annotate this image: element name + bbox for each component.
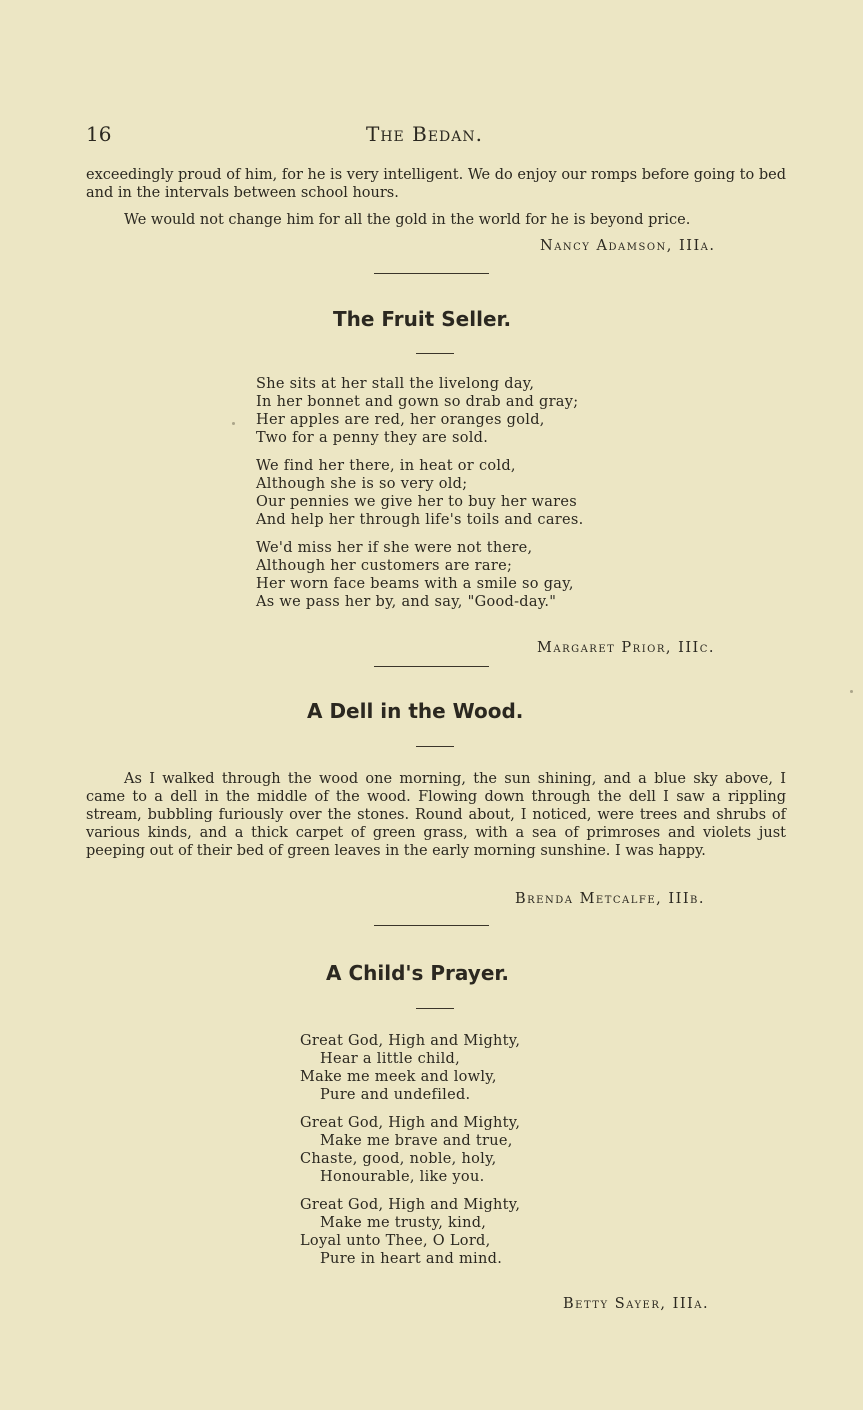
byline-nancy-adamson: Nancy Adamson, IIIa. (540, 238, 716, 254)
poem-line: She sits at her stall the livelong day, (256, 376, 535, 392)
stanza (256, 375, 584, 447)
stanza (256, 539, 584, 611)
poem-line: Our pennies we give her to buy her wares (256, 494, 577, 510)
dell-paragraph (86, 770, 786, 860)
intro-paragraph-1 (86, 166, 786, 202)
poem-line: Great God, High and Mighty, (300, 1033, 521, 1049)
poem-line: Loyal unto Thee, O Lord, (300, 1233, 491, 1249)
poem-line: Honourable, like you. (320, 1169, 485, 1185)
poem-line: Make me meek and lowly, (300, 1069, 497, 1085)
title-childs-prayer: A Child's Prayer. (326, 961, 509, 985)
poem-line: Great God, High and Mighty, (300, 1115, 521, 1131)
poem-line: Make me trusty, kind, (320, 1215, 487, 1231)
poem-line: We'd miss her if she were not there, (256, 540, 533, 556)
poem-line: Pure and undefiled. (320, 1087, 471, 1103)
poem-fruit-seller (256, 375, 584, 621)
dell-text: As I walked through the wood one morning, the sun shining, and a blue sky above, I came to a dell in the middle of the wood. Flowing down through the dell I saw a rippling stream, bubbling furiously over the stones. Round about, I noticed, were trees and shrubs of various kinds, and a thick carpet of green grass, with a sea of primroses and violets just peeping out of their bed of green leaves in the early morning sunshine. I was happy. (86, 771, 786, 859)
poem-line: Although her customers are rare; (256, 558, 513, 574)
byline-margaret-prior: Margaret Prior, IIIc. (537, 640, 716, 656)
paper-speck (850, 690, 853, 693)
intro-text-2: We would not change him for all the gold in the world for he is beyond price. (124, 212, 691, 228)
poem-line: Hear a little child, (320, 1051, 461, 1067)
poem-line: We find her there, in heat or cold, (256, 458, 516, 474)
byline-betty-sayer: Betty Sayer, IIIa. (563, 1296, 710, 1312)
poem-line: Two for a penny they are sold. (256, 430, 489, 446)
section-divider (374, 925, 489, 926)
title-fruit-seller: The Fruit Seller. (333, 307, 512, 331)
section-divider (374, 666, 489, 667)
intro-paragraph-2 (86, 211, 786, 229)
stanza (256, 457, 584, 529)
poem-line: As we pass her by, and say, "Good-day." (256, 594, 557, 610)
title-underline (416, 353, 454, 354)
title-dell-in-wood: A Dell in the Wood. (307, 699, 524, 723)
stanza (300, 1032, 520, 1104)
poem-line: Great God, High and Mighty, (300, 1197, 521, 1213)
page-header (86, 122, 786, 152)
poem-line: Pure in heart and mind. (320, 1251, 503, 1267)
byline-brenda-metcalfe: Brenda Metcalfe, IIIb. (515, 891, 706, 907)
poem-line: And help her through life's toils and cares. (256, 512, 584, 528)
paper-speck (232, 422, 235, 425)
poem-line: In her bonnet and gown so drab and gray; (256, 394, 579, 410)
section-divider (374, 273, 489, 274)
poem-childs-prayer (300, 1032, 520, 1278)
stanza (300, 1196, 520, 1268)
poem-line: Chaste, good, noble, holy, (300, 1151, 497, 1167)
poem-line: Although she is so very old; (256, 476, 468, 492)
stanza (300, 1114, 520, 1186)
intro-text-1: exceedingly proud of him, for he is very intelligent. We do enjoy our romps before going to bed and in the intervals between school hours. (86, 167, 786, 201)
title-underline (416, 1008, 454, 1009)
poem-line: Her worn face beams with a smile so gay, (256, 576, 574, 592)
page-number: 16 (86, 122, 112, 146)
title-underline (416, 746, 454, 747)
poem-line: Her apples are red, her oranges gold, (256, 412, 545, 428)
poem-line: Make me brave and true, (320, 1133, 513, 1149)
running-title: The Bedan. (366, 122, 483, 146)
